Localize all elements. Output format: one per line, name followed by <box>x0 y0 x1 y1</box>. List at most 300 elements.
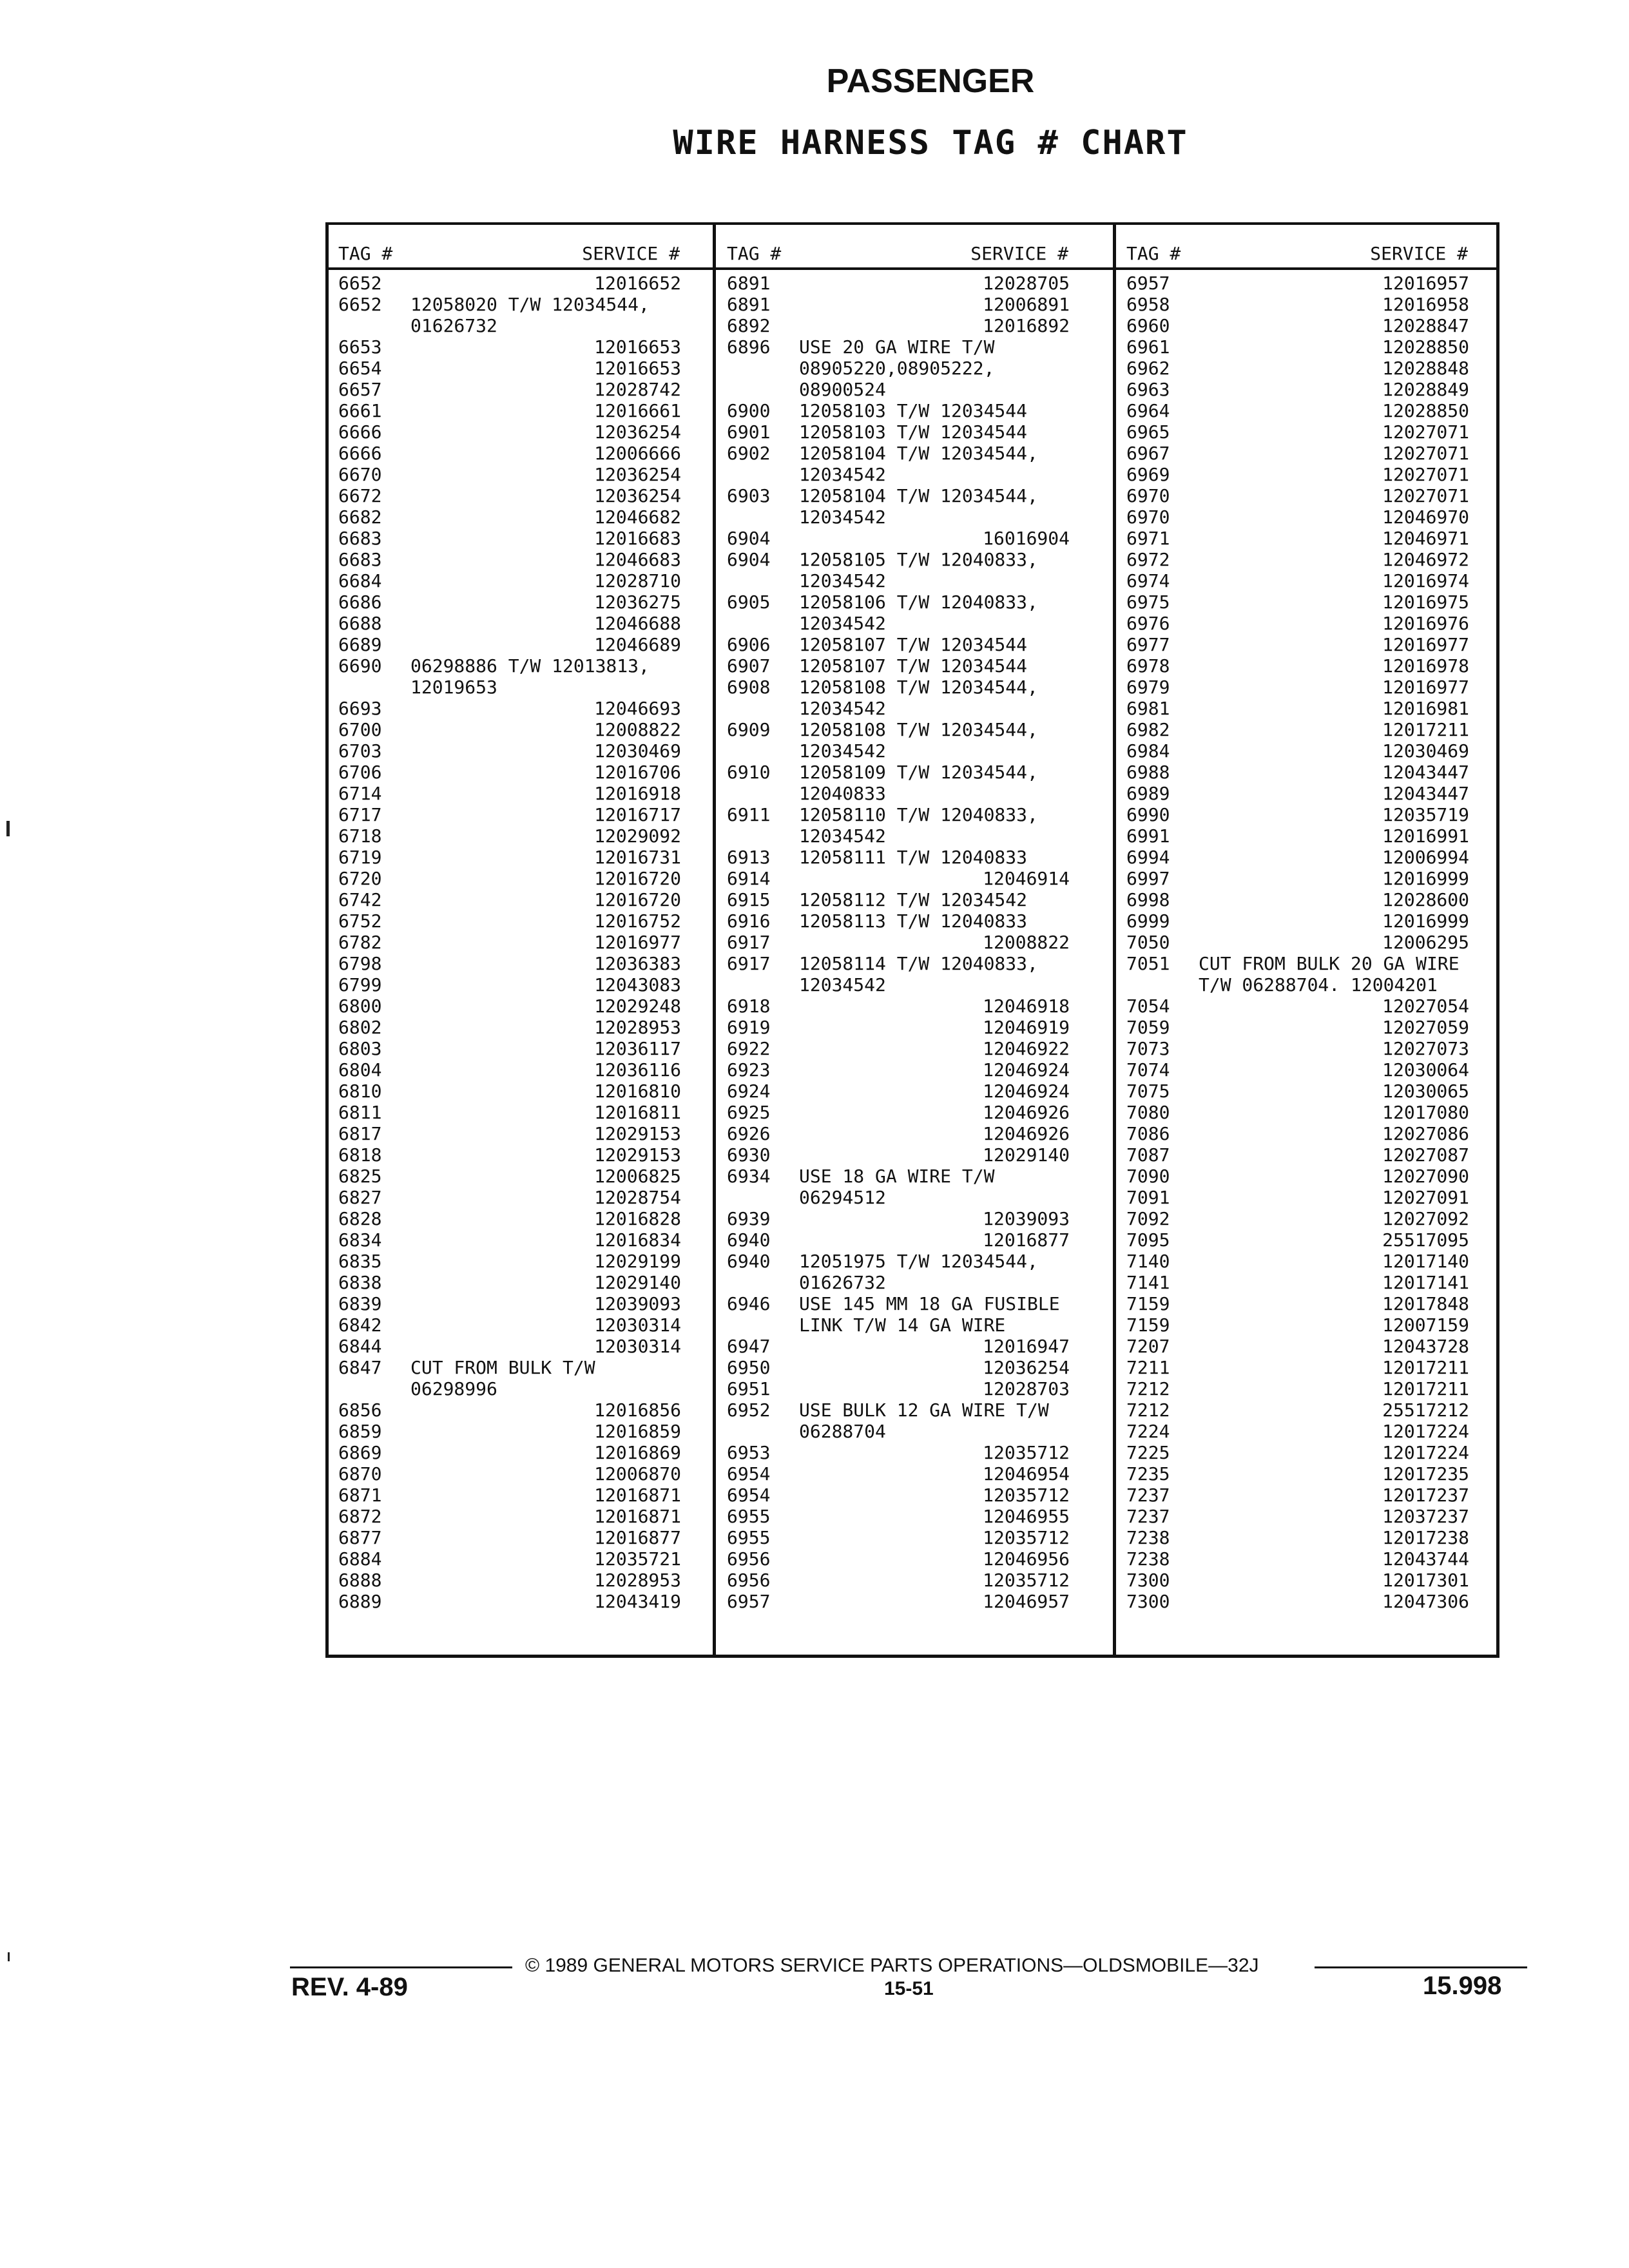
table-row <box>332 1123 718 1144</box>
service-cell: 12028953 <box>594 1570 681 1591</box>
tag-cell: 6978 <box>1126 655 1170 677</box>
table-row <box>720 613 1107 634</box>
tag-cell <box>720 379 799 400</box>
service-cell: 12058020 T/W 12034544, <box>410 294 650 315</box>
service-cell: 12016811 <box>594 1102 681 1123</box>
service-cell: 12046957 <box>983 1591 1070 1612</box>
tag-cell: 6870 <box>338 1463 382 1485</box>
table-row <box>332 1187 718 1208</box>
service-cell: 08900524 <box>799 379 886 400</box>
table-row <box>720 1187 1107 1208</box>
table-row <box>720 634 1107 655</box>
service-cell: 12006994 <box>1382 847 1469 868</box>
service-cell: 12034542 <box>799 974 886 995</box>
header-tag: TAG # <box>727 243 782 264</box>
service-cell: 12046914 <box>983 868 1070 889</box>
service-cell: 12028703 <box>983 1378 1070 1399</box>
service-cell: 12017211 <box>1382 719 1469 740</box>
table-row <box>332 995 718 1017</box>
table-row <box>1120 1357 1494 1378</box>
service-cell: 12035719 <box>1382 804 1469 825</box>
tag-cell: 6950 <box>727 1357 771 1378</box>
table-row <box>720 273 1107 294</box>
tag-cell <box>720 1421 799 1442</box>
table-row <box>1120 655 1494 677</box>
service-cell: 12043419 <box>594 1591 681 1612</box>
table-row <box>720 655 1107 677</box>
table-row <box>1120 1166 1494 1187</box>
table-row <box>332 677 718 698</box>
service-cell: 12028848 <box>1382 358 1469 379</box>
table-row <box>332 698 718 719</box>
table-row <box>332 1208 718 1229</box>
table-row <box>1120 1102 1494 1123</box>
table-row <box>332 783 718 804</box>
tag-cell: 6835 <box>338 1251 382 1272</box>
tag-cell: 6940 <box>727 1229 771 1251</box>
table-row <box>332 294 718 315</box>
table-row <box>720 549 1107 570</box>
tag-cell: 6909 <box>727 719 771 740</box>
tag-cell: 6958 <box>1126 294 1170 315</box>
table-row <box>332 1293 718 1314</box>
service-cell: 12036254 <box>594 485 681 506</box>
service-cell: 12027054 <box>1382 995 1469 1017</box>
tag-cell: 6652 <box>338 273 382 294</box>
tag-cell: 7300 <box>1126 1570 1170 1591</box>
table-row <box>332 506 718 528</box>
service-cell: 12016731 <box>594 847 681 868</box>
service-cell: 08905220,08905222, <box>799 358 995 379</box>
revision-label: REV. 4-89 <box>291 1973 408 2001</box>
tag-cell: 7207 <box>1126 1336 1170 1357</box>
service-cell: 12035712 <box>983 1527 1070 1548</box>
tag-cell: 6961 <box>1126 336 1170 358</box>
table-row <box>332 464 718 485</box>
tag-cell: 6975 <box>1126 591 1170 613</box>
table-row <box>332 1336 718 1357</box>
service-cell: 12030065 <box>1382 1081 1469 1102</box>
tag-cell: 6684 <box>338 570 382 591</box>
tag-cell: 6717 <box>338 804 382 825</box>
tag-cell: 7212 <box>1126 1399 1170 1421</box>
table-row <box>720 1421 1107 1442</box>
service-cell: 12039093 <box>594 1293 681 1314</box>
table-row <box>1120 485 1494 506</box>
tag-cell: 6977 <box>1126 634 1170 655</box>
service-cell: 12043447 <box>1382 762 1469 783</box>
service-cell: 12058110 T/W 12040833, <box>799 804 1038 825</box>
tag-cell: 6683 <box>338 528 382 549</box>
tag-cell: 6974 <box>1126 570 1170 591</box>
table-row <box>1120 1421 1494 1442</box>
service-cell: 12029199 <box>594 1251 681 1272</box>
service-cell: 12016752 <box>594 910 681 932</box>
service-cell: 12016977 <box>594 932 681 953</box>
table-row <box>332 1378 718 1399</box>
service-cell: LINK T/W 14 GA WIRE <box>799 1314 1006 1336</box>
tag-cell: 6951 <box>727 1378 771 1399</box>
tag-cell: 6924 <box>727 1081 771 1102</box>
service-cell: 12034542 <box>799 825 886 847</box>
table-row <box>1120 740 1494 762</box>
table-row <box>720 1144 1107 1166</box>
tag-cell: 6839 <box>338 1293 382 1314</box>
service-cell: 12016957 <box>1382 273 1469 294</box>
table-row <box>1120 953 1494 974</box>
section-number: 15.998 <box>1423 1972 1502 2000</box>
service-cell: 12008822 <box>983 932 1070 953</box>
tag-cell: 6989 <box>1126 783 1170 804</box>
tag-cell: 7237 <box>1126 1485 1170 1506</box>
table-row <box>1120 1081 1494 1102</box>
service-cell: 01626732 <box>799 1272 886 1293</box>
table-row <box>332 932 718 953</box>
table-row <box>332 1463 718 1485</box>
table-row <box>720 1548 1107 1570</box>
table-row <box>720 740 1107 762</box>
footer-rule <box>290 1966 512 1968</box>
table-row <box>1120 358 1494 379</box>
tag-cell: 6906 <box>727 634 771 655</box>
tag-cell: 6900 <box>727 400 771 421</box>
margin-mark <box>8 1952 10 1961</box>
table-row <box>1120 1527 1494 1548</box>
service-cell: 12036116 <box>594 1059 681 1081</box>
tag-cell: 6666 <box>338 443 382 464</box>
service-cell: 12035712 <box>983 1570 1070 1591</box>
tag-cell: 6682 <box>338 506 382 528</box>
service-cell: 12037237 <box>1382 1506 1469 1527</box>
column-header <box>1120 222 1494 265</box>
column-header <box>720 222 1107 265</box>
table-row <box>720 1527 1107 1548</box>
service-cell: 12046922 <box>983 1038 1070 1059</box>
table-row <box>1120 1399 1494 1421</box>
service-cell: 12016717 <box>594 804 681 825</box>
table-column-1 <box>332 222 718 1612</box>
tag-cell: 6957 <box>727 1591 771 1612</box>
tag-cell: 6834 <box>338 1229 382 1251</box>
service-cell: 12029092 <box>594 825 681 847</box>
service-cell: 12058107 T/W 12034544 <box>799 634 1028 655</box>
tag-cell: 6657 <box>338 379 382 400</box>
service-cell: 12058107 T/W 12034544 <box>799 655 1028 677</box>
tag-cell: 6970 <box>1126 485 1170 506</box>
service-cell: 12019653 <box>410 677 497 698</box>
table-row <box>720 953 1107 974</box>
service-cell: CUT FROM BULK T/W <box>410 1357 595 1378</box>
tag-cell: 7050 <box>1126 932 1170 953</box>
table-row <box>720 1506 1107 1527</box>
table-row <box>1120 421 1494 443</box>
tag-cell: 7141 <box>1126 1272 1170 1293</box>
table-row <box>332 379 718 400</box>
table-row <box>1120 698 1494 719</box>
table-row <box>720 1570 1107 1591</box>
tag-cell: 6714 <box>338 783 382 804</box>
service-cell: 12058103 T/W 12034544 <box>799 400 1028 421</box>
table-row <box>332 1081 718 1102</box>
table-row <box>332 634 718 655</box>
tag-cell: 6742 <box>338 889 382 910</box>
table-row <box>332 1314 718 1336</box>
service-cell: 12016981 <box>1382 698 1469 719</box>
service-cell: 12016918 <box>594 783 681 804</box>
service-cell: 12027071 <box>1382 464 1469 485</box>
table-row <box>1120 1591 1494 1612</box>
table-row <box>720 336 1107 358</box>
table-row <box>720 570 1107 591</box>
table-row <box>1120 889 1494 910</box>
tag-cell: 7074 <box>1126 1059 1170 1081</box>
table-row <box>332 570 718 591</box>
tag-cell <box>720 974 799 995</box>
table-row <box>1120 868 1494 889</box>
service-cell: USE 145 MM 18 GA FUSIBLE <box>799 1293 1060 1314</box>
tag-cell: 6988 <box>1126 762 1170 783</box>
tag-cell: 6960 <box>1126 315 1170 336</box>
table-row <box>1120 1293 1494 1314</box>
header-tag: TAG # <box>338 243 393 264</box>
service-cell: 12035712 <box>983 1442 1070 1463</box>
service-cell: 12017211 <box>1382 1357 1469 1378</box>
tag-cell: 6842 <box>338 1314 382 1336</box>
service-cell: 12039093 <box>983 1208 1070 1229</box>
table-row <box>332 1548 718 1570</box>
table-row <box>720 932 1107 953</box>
table-row <box>332 1166 718 1187</box>
table-row <box>1120 1442 1494 1463</box>
service-cell: 12046689 <box>594 634 681 655</box>
table-row <box>1120 932 1494 953</box>
table-row <box>1120 1570 1494 1591</box>
tag-cell <box>720 358 799 379</box>
tag-cell: 6955 <box>727 1506 771 1527</box>
table-row <box>720 506 1107 528</box>
service-cell: 12058108 T/W 12034544, <box>799 719 1038 740</box>
service-cell: 12006870 <box>594 1463 681 1485</box>
service-cell: 12017848 <box>1382 1293 1469 1314</box>
tag-cell: 6946 <box>727 1293 771 1314</box>
service-cell: 12046970 <box>1382 506 1469 528</box>
table-row <box>332 910 718 932</box>
tag-cell: 6967 <box>1126 443 1170 464</box>
service-cell: 12043728 <box>1382 1336 1469 1357</box>
service-cell: 12016892 <box>983 315 1070 336</box>
service-cell: 12058103 T/W 12034544 <box>799 421 1028 443</box>
tag-cell: 6672 <box>338 485 382 506</box>
table-row <box>720 1314 1107 1336</box>
table-row <box>1120 591 1494 613</box>
tag-cell: 7051 <box>1126 953 1170 974</box>
service-cell: 12008822 <box>594 719 681 740</box>
table-row <box>332 655 718 677</box>
table-row <box>720 1293 1107 1314</box>
service-cell: 12043744 <box>1382 1548 1469 1570</box>
table-row <box>332 1059 718 1081</box>
service-cell: 12006666 <box>594 443 681 464</box>
tag-cell: 6902 <box>727 443 771 464</box>
table-row <box>1120 336 1494 358</box>
table-row <box>1120 719 1494 740</box>
tag-cell: 6686 <box>338 591 382 613</box>
table-row <box>720 294 1107 315</box>
table-row <box>720 974 1107 995</box>
page-number: 15-51 <box>884 1978 934 1999</box>
tag-cell: 6954 <box>727 1485 771 1506</box>
service-cell: 12027071 <box>1382 421 1469 443</box>
table-row <box>720 591 1107 613</box>
service-cell: 06294512 <box>799 1187 886 1208</box>
tag-cell: 6910 <box>727 762 771 783</box>
table-row <box>1120 1017 1494 1038</box>
service-cell: 12007159 <box>1382 1314 1469 1336</box>
service-cell: 12035712 <box>983 1485 1070 1506</box>
tag-cell: 6844 <box>338 1336 382 1357</box>
service-cell: 12016834 <box>594 1229 681 1251</box>
service-cell: 25517212 <box>1382 1399 1469 1421</box>
table-row <box>332 1506 718 1527</box>
service-cell: 12016991 <box>1382 825 1469 847</box>
table-row <box>720 1017 1107 1038</box>
table-row <box>720 804 1107 825</box>
tag-cell: 6947 <box>727 1336 771 1357</box>
table-row <box>1120 1336 1494 1357</box>
tag-cell <box>720 783 799 804</box>
service-cell: 12030469 <box>594 740 681 762</box>
tag-cell: 6693 <box>338 698 382 719</box>
tag-cell: 6652 <box>338 294 382 315</box>
tag-cell: 6803 <box>338 1038 382 1059</box>
service-cell: 12046956 <box>983 1548 1070 1570</box>
table-row <box>720 1251 1107 1272</box>
tag-cell: 6953 <box>727 1442 771 1463</box>
tag-cell: 6799 <box>338 974 382 995</box>
service-cell: CUT FROM BULK 20 GA WIRE <box>1199 953 1460 974</box>
tag-cell: 6877 <box>338 1527 382 1548</box>
tag-cell: 7086 <box>1126 1123 1170 1144</box>
service-cell: 12046955 <box>983 1506 1070 1527</box>
tag-cell: 6981 <box>1126 698 1170 719</box>
table-row <box>332 336 718 358</box>
header-service: SERVICE # <box>970 243 1068 264</box>
table-row <box>332 1144 718 1166</box>
service-cell: 12017224 <box>1382 1442 1469 1463</box>
table-row <box>332 273 718 294</box>
tag-cell: 6998 <box>1126 889 1170 910</box>
service-cell: 12016653 <box>594 358 681 379</box>
tag-cell: 6700 <box>338 719 382 740</box>
service-cell: 12036383 <box>594 953 681 974</box>
tag-cell: 6884 <box>338 1548 382 1570</box>
tag-cell: 6688 <box>338 613 382 634</box>
service-cell: 12029153 <box>594 1123 681 1144</box>
tag-cell: 6922 <box>727 1038 771 1059</box>
service-cell: 12016683 <box>594 528 681 549</box>
tag-cell: 6752 <box>338 910 382 932</box>
service-cell: 12016999 <box>1382 868 1469 889</box>
table-row <box>332 443 718 464</box>
service-cell: 12046924 <box>983 1059 1070 1081</box>
tag-cell: 6919 <box>727 1017 771 1038</box>
tag-cell: 6872 <box>338 1506 382 1527</box>
table-row <box>332 613 718 634</box>
tag-cell: 7238 <box>1126 1527 1170 1548</box>
table-row <box>720 379 1107 400</box>
service-cell: 12035721 <box>594 1548 681 1570</box>
tag-cell: 6952 <box>727 1399 771 1421</box>
service-cell: 12043083 <box>594 974 681 995</box>
tag-cell: 7092 <box>1126 1208 1170 1229</box>
tag-cell: 6997 <box>1126 868 1170 889</box>
tag-cell: 7225 <box>1126 1442 1170 1463</box>
service-cell: 12058113 T/W 12040833 <box>799 910 1028 932</box>
tag-cell: 6827 <box>338 1187 382 1208</box>
table-row <box>332 889 718 910</box>
table-row <box>332 1038 718 1059</box>
service-cell: 12046972 <box>1382 549 1469 570</box>
table-row <box>332 1485 718 1506</box>
table-row <box>720 1123 1107 1144</box>
service-cell: 12027091 <box>1382 1187 1469 1208</box>
table-row <box>332 315 718 336</box>
service-cell: 12058104 T/W 12034544, <box>799 485 1038 506</box>
service-cell: 12016706 <box>594 762 681 783</box>
tag-cell: 6923 <box>727 1059 771 1081</box>
service-cell: 12017238 <box>1382 1527 1469 1548</box>
tag-cell: 6719 <box>338 847 382 868</box>
service-cell: 12046926 <box>983 1123 1070 1144</box>
table-row <box>1120 315 1494 336</box>
table-rows <box>720 273 1107 1612</box>
table-row <box>332 974 718 995</box>
service-cell: 12036254 <box>594 464 681 485</box>
service-cell: 12028850 <box>1382 400 1469 421</box>
service-cell: 12017140 <box>1382 1251 1469 1272</box>
table-row <box>332 358 718 379</box>
table-row <box>1120 1059 1494 1081</box>
table-rows <box>1120 273 1494 1612</box>
tag-cell: 6818 <box>338 1144 382 1166</box>
table-row <box>1120 1038 1494 1059</box>
tag-cell: 6856 <box>338 1399 382 1421</box>
tag-cell: 7211 <box>1126 1357 1170 1378</box>
tag-cell: 6999 <box>1126 910 1170 932</box>
page-title: PASSENGER <box>826 62 1035 100</box>
service-cell: 12028710 <box>594 570 681 591</box>
service-cell: 12016877 <box>594 1527 681 1548</box>
table-row <box>1120 1187 1494 1208</box>
table-row <box>720 1059 1107 1081</box>
tag-cell: 7080 <box>1126 1102 1170 1123</box>
service-cell: 06298996 <box>410 1378 497 1399</box>
table-row <box>332 953 718 974</box>
service-cell: USE 18 GA WIRE T/W <box>799 1166 995 1187</box>
column-divider <box>1113 222 1116 1658</box>
table-row <box>1120 1463 1494 1485</box>
tag-cell <box>720 1272 799 1293</box>
tag-cell: 6911 <box>727 804 771 825</box>
tag-cell: 6913 <box>727 847 771 868</box>
tag-cell: 6706 <box>338 762 382 783</box>
table-row <box>332 804 718 825</box>
table-row <box>1120 400 1494 421</box>
service-cell: 12029248 <box>594 995 681 1017</box>
tag-cell: 6718 <box>338 825 382 847</box>
table-row <box>1120 1144 1494 1166</box>
service-cell: 12016958 <box>1382 294 1469 315</box>
